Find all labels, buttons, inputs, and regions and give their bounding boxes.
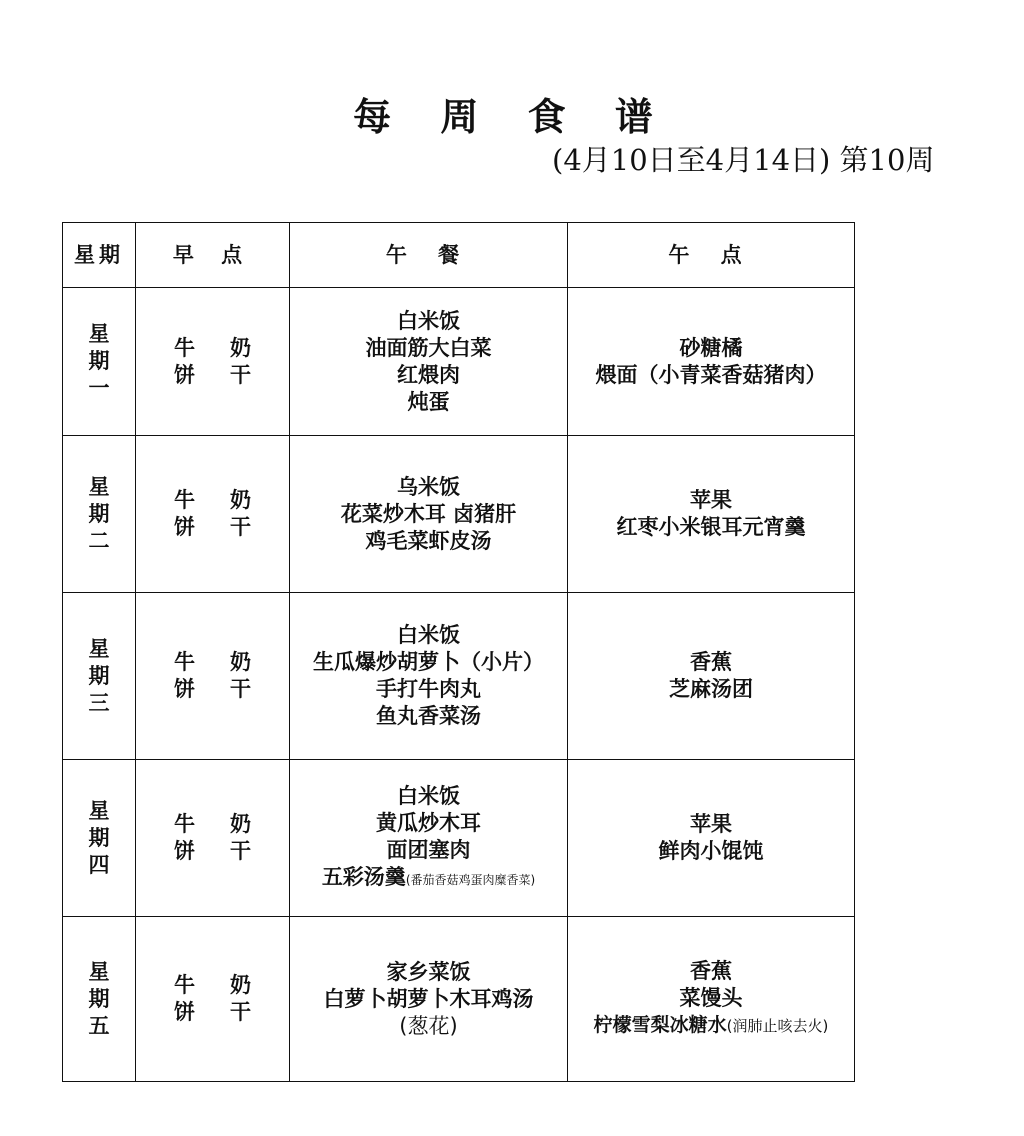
lunch-item: 生瓜爆炒胡萝卜（小片）	[313, 650, 544, 674]
lunch-item: 炖蛋	[407, 389, 450, 414]
lunch-item: 白萝卜胡萝卜木耳鸡汤	[323, 986, 534, 1011]
lunch-item: 油面筋大白菜	[365, 335, 492, 360]
lunch-item: 鸡毛菜虾皮汤	[365, 528, 492, 553]
lunch-item: 花菜炒木耳 卤猪肝	[340, 501, 517, 526]
breakfast-item: 干	[230, 839, 251, 863]
lunch-cell	[290, 436, 568, 593]
breakfast-item: 牛	[174, 335, 195, 360]
snack-cell	[568, 760, 855, 917]
header-snack: 午 点	[568, 223, 855, 288]
snack-item-with-note	[568, 1012, 854, 1040]
table-row	[63, 760, 855, 917]
lunch-item: 五彩汤羹	[321, 864, 406, 889]
lunch-item-note: (番茄香菇鸡蛋肉糜香菜)	[405, 872, 536, 887]
snack-cell	[568, 593, 855, 760]
day-cell	[63, 593, 136, 760]
breakfast-cell	[136, 917, 290, 1082]
lunch-cell	[290, 760, 568, 917]
day-cell	[63, 436, 136, 593]
snack-cell	[568, 436, 855, 593]
breakfast-item: 奶	[230, 650, 251, 674]
breakfast-cell	[136, 436, 290, 593]
breakfast-item: 牛	[174, 650, 195, 674]
lunch-cell	[290, 917, 568, 1082]
snack-item: 柠檬雪梨冰糖水	[593, 1014, 727, 1036]
lunch-item-with-note	[290, 864, 567, 894]
day-label: 星期一	[88, 322, 110, 400]
table-row	[63, 917, 855, 1082]
header-breakfast: 早 点	[136, 223, 290, 288]
snack-item: 香蕉	[690, 650, 732, 674]
day-cell	[63, 917, 136, 1082]
lunch-item: 白米饭	[397, 308, 460, 333]
header-lunch: 午 餐	[290, 223, 568, 288]
breakfast-item: 牛	[174, 488, 195, 512]
lunch-item: 红煨肉	[397, 362, 460, 387]
snack-item: 煨面（小青菜香菇猪肉）	[595, 362, 827, 387]
breakfast-cell	[136, 288, 290, 436]
breakfast-item: 饼	[174, 839, 195, 863]
day-label: 星期四	[88, 798, 110, 877]
day-label: 星期五	[88, 959, 110, 1038]
breakfast-item: 奶	[230, 488, 251, 512]
lunch-item: 鱼丸香菜汤	[376, 704, 481, 728]
snack-item-note: (润肺止咳去火)	[726, 1017, 829, 1035]
breakfast-item: 饼	[174, 362, 195, 387]
breakfast-cell	[136, 593, 290, 760]
breakfast-item: 干	[230, 362, 251, 387]
breakfast-item: 饼	[174, 515, 195, 539]
snack-item: 芝麻汤团	[669, 677, 753, 701]
snack-item: 苹果	[690, 488, 732, 512]
header-row	[63, 223, 855, 288]
breakfast-item: 牛	[174, 812, 195, 836]
header-day: 星期	[63, 223, 136, 288]
lunch-item: 乌米饭	[397, 474, 460, 499]
day-label: 星期三	[88, 636, 110, 715]
breakfast-item: 奶	[230, 335, 251, 360]
snack-item: 苹果	[690, 812, 732, 836]
snack-cell	[568, 288, 855, 436]
table-row	[63, 436, 855, 593]
date-range-week: (4月10日至4月14日) 第10周	[552, 143, 935, 177]
breakfast-item: 干	[230, 515, 251, 539]
day-cell	[63, 288, 136, 436]
snack-item: 红枣小米银耳元宵羹	[616, 515, 806, 539]
snack-item: 鲜肉小馄饨	[658, 839, 764, 863]
lunch-cell	[290, 288, 568, 436]
breakfast-cell	[136, 760, 290, 917]
snack-item: 砂糖橘	[679, 335, 743, 360]
snack-item: 香蕉	[690, 959, 732, 983]
day-label: 星期二	[88, 474, 110, 553]
breakfast-item: 饼	[174, 1000, 195, 1024]
weekly-menu-table	[62, 222, 855, 1082]
lunch-item: 家乡菜饭	[386, 959, 471, 984]
snack-item: 菜馒头	[679, 986, 743, 1010]
page-title: 每 周 食 谱	[353, 95, 671, 139]
lunch-item: 白米饭	[397, 623, 460, 647]
breakfast-item: 干	[230, 677, 251, 701]
day-cell	[63, 760, 136, 917]
breakfast-item: 饼	[174, 677, 195, 701]
lunch-item: 黄瓜炒木耳	[376, 810, 481, 835]
lunch-cell	[290, 593, 568, 760]
breakfast-item: 奶	[230, 973, 251, 997]
breakfast-item: 牛	[174, 973, 195, 997]
table-row	[63, 593, 855, 760]
breakfast-item: 奶	[230, 812, 251, 836]
lunch-item-note: (葱花)	[399, 1013, 458, 1038]
table-row	[63, 288, 855, 436]
breakfast-item: 干	[230, 1000, 251, 1024]
lunch-item: 手打牛肉丸	[376, 677, 481, 701]
lunch-item: 面团塞肉	[386, 837, 471, 862]
lunch-item: 白米饭	[397, 783, 460, 808]
snack-cell	[568, 917, 855, 1082]
